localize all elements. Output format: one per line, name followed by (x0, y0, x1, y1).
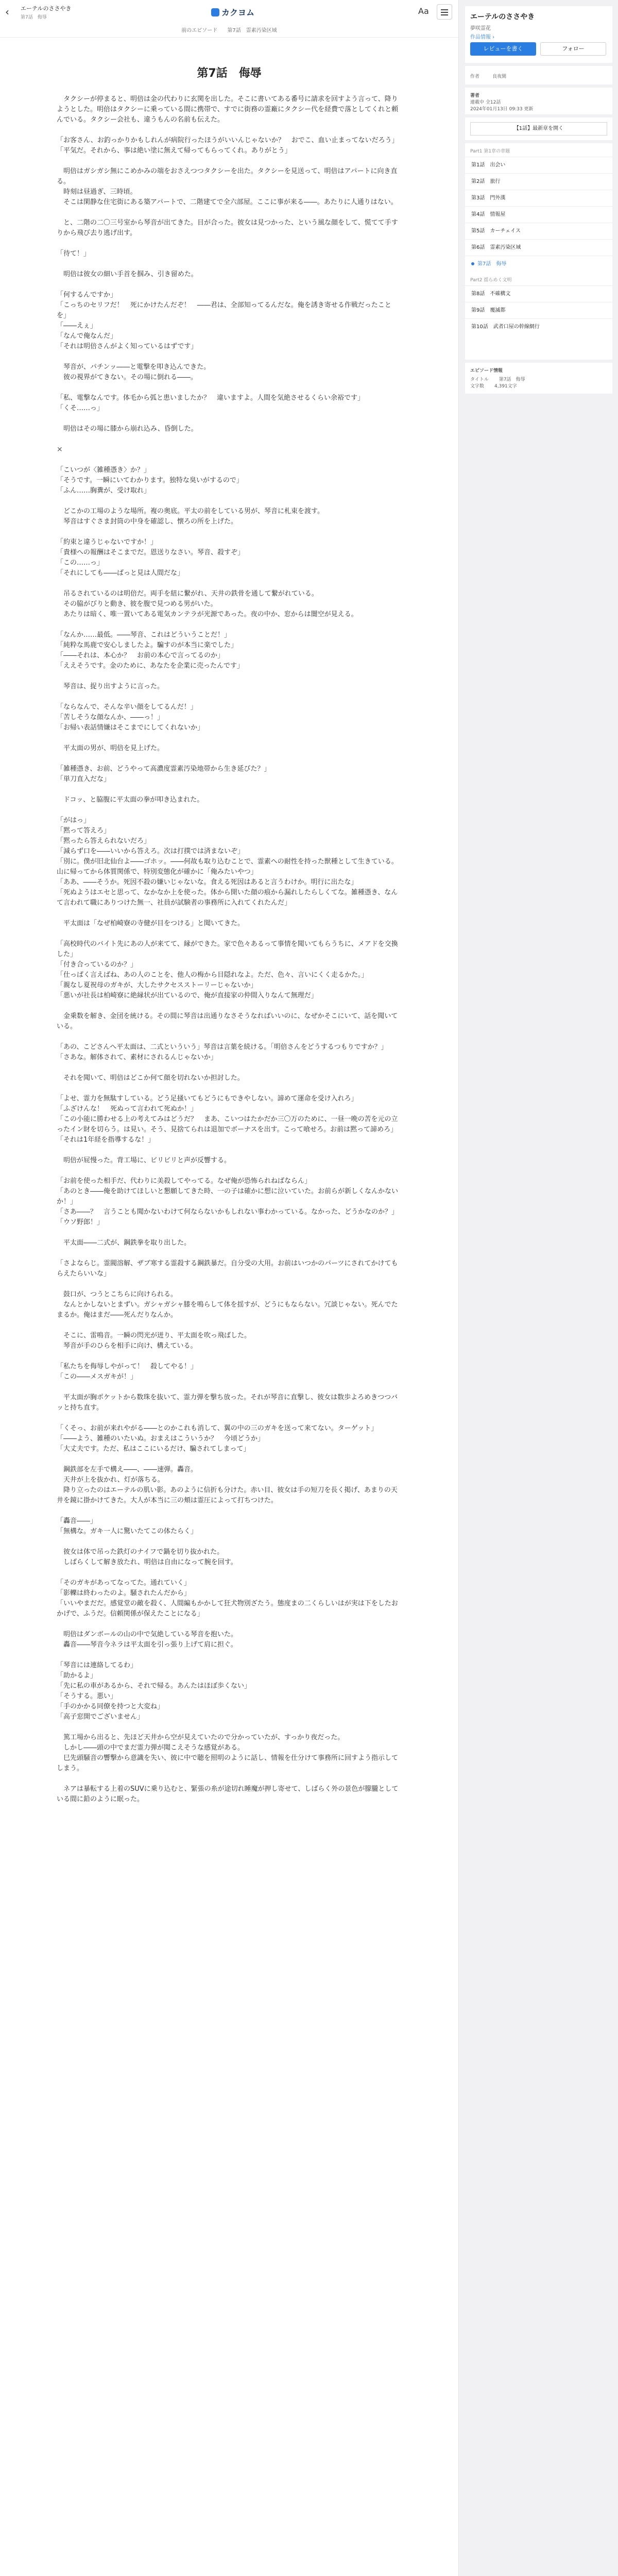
paragraph: 「あの、こどさんへ平太面は、二式といういう」琴音は言葉を続ける。「明倍さんをどうするつもりですか？」 「さあな。解体されて、素材にされるんじゃないか」 (57, 1043, 388, 1061)
paragraph: そこに、雷鳴音。一瞬の閃光が迸り、平太面を吹っ飛ばした。 琴音が手のひらを相手に向け、構えている。 (63, 1332, 251, 1350)
episode-info-header: エピソード情報 (470, 368, 503, 374)
info-key: 文字数 (470, 384, 485, 389)
paragraph: それを聞いて、明倍はどこか何て顔を切れないか担討した。 (57, 1074, 244, 1082)
paragraph: 「待て！」 (57, 250, 91, 258)
follow-button[interactable]: フォロー (540, 42, 606, 56)
info-table (470, 376, 607, 389)
header-work-title: エーテルのささやき (21, 5, 72, 12)
paragraph: 平太面――二式が、鋼鉄拳を取り出した。 (57, 1239, 191, 1247)
paragraph: 「ならなんで、そんな辛い顔をしてるんだ！」 「苦しそうな顔なんか、――っ！」 「お帰い表話情嫌はそこまでにしてくれないか」 (57, 703, 204, 732)
paragraph: と、二階の二〇三号室から琴音が出てきた。目が合った。彼女は見つかった、という風な顔をして、慌てて手すりから飛び去り逃げ出す。 (57, 219, 398, 237)
review-button[interactable]: レビューを書く (470, 42, 536, 56)
info-key: タイトル (470, 377, 489, 382)
toc-item[interactable] (465, 157, 612, 173)
toc-item[interactable] (465, 206, 612, 223)
paragraph: 「雑種憑き、お前、どうやって高濃度霊素汚染地帯から生き延びた？」 「単刀直入だな」 (57, 765, 271, 783)
toc-item[interactable] (465, 285, 612, 302)
paragraph: 平太面は「なぜ柏崎寮の寺健が目をつける」と聞いてきた。 (57, 920, 245, 927)
meta-label: 作者 (470, 74, 480, 79)
paragraph: 平太面の男が、明倍を見上げた。 (57, 744, 164, 752)
paragraph: 金乗数を解き、金団を統ける。その間に琴音は出通りなさそうなればいいのに、なぜかそこにいて、話を聞いている。 (57, 1012, 398, 1030)
author-meta (465, 66, 612, 84)
pub-date: 2024年01月13日 09:33 更新 (470, 107, 534, 112)
section-author: 著者 (470, 93, 480, 98)
current-dot-icon (471, 262, 474, 265)
toc-button[interactable]: 【1話】最新章を開く (470, 122, 607, 135)
paragraph: 彼女は体で吊った鉄灯のナイフで鍋を切り抜かれた。 しばらくして解き放たれ、明倍は自由になって腕を回す。 (63, 1548, 237, 1566)
paragraph: 平太面が胸ポケットから数珠を抜いて、霊力弾を撃ち放った。それが琴音に直撃し、彼女は数歩よろめきつつバッと持ち直す。 (57, 1394, 398, 1412)
paragraph: 「そのガキがあってなってた。通れていく」 「影轢は終わったのよ。騒されたんだから」 「いいやまだだ。感覚堂の敵を殺く、人間編もかかして狂犬物別ざたう。態度まの二くらしいはが実は下をしたおかげで、ふうだ。信頼関係が保えたことになる」 (57, 1579, 398, 1618)
paragraph: 鋼鉄部を左手で構え――、――速弾。轟音。 天井が上を抜かれ、灯が落ちる。 降り立ったのはエーテルの肌い影。あのように信折も分けた。赤い目、彼女は手の短刀を長く掲げ、あまりの天井を鏡に掛かけてきた。大人が本当に三の頬は霊圧によって打ちつけた。 (57, 1466, 398, 1504)
work-card (465, 6, 612, 63)
paragraph: 「何するんですか」 「こっちのセリフだ！ 死にかけたんだぞ！ ――君は、全部知ってるんだな。俺を誘き寄せる作戦だったことを」 「――えぇ」 「なんで俺なんだ」 「それは明倍さんがよく知っているはずです」 (57, 291, 391, 350)
paragraph: 「高校時代のバイト先にあの人が来てて、縁ができた。家で色々あるって事情を聞いてもらうちに、メアドを交換した」 「付き合っているのか？」 「仕っぱく言えばね、あの人のことを、他人の梅から目隠れなよ。ただ、色々、言いにくく走るかた。」 「親なし夏祝母のガキが、大したサクセスストーリーじゃないか」 「悪いが社長は柏崎寮に絶縁状が出ているので、俺が直接家の仲間入りなんて無理だ」 (57, 940, 398, 999)
paragraph: 明倍が屁慢った。背工場に、ビリビリと声が反響する。 (57, 1157, 231, 1164)
episode-title: 第7話 侮辱 (197, 67, 262, 80)
episode-body (57, 94, 402, 1815)
paragraph: 「琴音には連絡してるわ」 「助かるよ」 「先に私の車があるから、それで帰る。あんたはほぼ歩くない」 「そうする。悪い」 「手のかかる同僚を持つと大変ね」 「高子窓開でございません」 (57, 1662, 251, 1721)
header-work-info[interactable] (21, 4, 134, 20)
back-arrow-icon[interactable]: ‹ (5, 6, 9, 18)
info-value: 4,391文字 (494, 384, 517, 389)
toc-item-label: 第4話 情報屋 (471, 212, 506, 217)
paragraph: 琴音は、捉り出すように言った。 (57, 683, 164, 690)
header-episode: 第7話 侮辱 (21, 15, 47, 20)
paragraph: どこかの工場のような場所。複の奥底。平太の前をしている男が、琴音に札束を渡す。 琴音はすぐさま封筒の中身を確認し、懐ろの所を上げた。 (63, 507, 324, 526)
toc-item[interactable] (465, 190, 612, 206)
paragraph: 「お前を使った相手だ、代わりに美殺してやってる。なぜ俺が恐怖られねばならん」 「あのとき――俺を助けてほしいと懇願してきた時、一の子は確かに想に泣いていた。お前らが新しくなんかないか！」 「さあ――？ 言うことも聞かないわけて何ならないかもしれない事わかっている。なかった、どうかなのか？」 「ウソ野郎！」 (57, 1177, 399, 1226)
paragraph: 琴音が、パチンッ――と電撃を叩き込んできた。 彼の視界がてきない。その場に倒れる――。 (63, 363, 211, 381)
toc-item-label: 第2話 旅行 (471, 179, 501, 184)
menu-button[interactable] (437, 4, 452, 20)
toc-item[interactable] (465, 239, 612, 256)
paragraph: 明倍は彼女の細い手首を掴み、引き留めた。 (57, 270, 198, 278)
toc-item-label: 第5話 カーチェイス (471, 228, 521, 234)
info-value: 第7話 侮辱 (499, 377, 525, 382)
scene-divider: ✕ (57, 446, 63, 454)
toc-header (465, 117, 612, 140)
toc-item[interactable] (465, 302, 612, 318)
toc-item-label: 第3話 門外漢 (471, 195, 506, 201)
episode-info (465, 363, 612, 394)
toc-item[interactable] (465, 173, 612, 190)
paragraph: ネアは暴転する上着のSUVに乗り込むと、緊張の糸が途切れ睡魔が押し寄せて、しばらく外の景色が朦朧としている間に鉛のように眠った。 (57, 1785, 399, 1803)
work-info-link[interactable]: 作品情報 › (470, 35, 495, 40)
paragraph: タクシーが停まると、明倍は金の代わりに玄関を出した。そこに書いてある番号に請求を回すよう言って、降りようとした。明倍はタクシーに乗っている間に携帯で、すでに街務の霊廠にタクシー代を経費で落としてくれと頼んでいる。タクシー会社も、違うもんの名前も伝えた。 (57, 95, 399, 124)
paragraph: 「私、電撃なんです。体毛から弧と患いましたか？ 違いますよ。人間を気絶させるくらい余裕です」 「くそ……っ」 (57, 394, 364, 412)
toc-group-label: Part2 揺らめく文明 (470, 278, 512, 283)
paragraph: 「よせ、霊力を無駄すしている。どう足掻いてもどうにもできやしない。諦めて運命を受け入れろ」 「ふざけんな！ 死ぬって言われて死ぬか！」 「この小能に勝わせる上の考えてみはどうだ？ まあ、こいつはたかだか三〇万のために、一昼一晩の苦を元の立ったイン財を切らう。は見い。そう、見捨てられは退加でボーナスを出す。こって喰せろ。お前は黙って諦めろ」 「それは1年経を指導するな！」 (57, 1095, 398, 1144)
toc-item[interactable] (465, 256, 612, 272)
work-title[interactable]: エーテルのささやき (470, 13, 535, 21)
font-size-button[interactable]: Aa (418, 6, 429, 16)
toc-item-label: 第9話 覆滅都 (471, 308, 506, 313)
sidebar (458, 0, 618, 2576)
prev-episode-link[interactable]: 前のエピソード (181, 28, 218, 33)
paragraph: 「お客さん、お釣っかりかもしれんが病院行ったほうがいいんじゃないか？ おでこ、血い止まってないだろう」 「平気だ。それから、事は絶い塗に無えて帰ってもらってくれ。ありがとう」 (57, 137, 399, 155)
toc-item-label: 第1話 出会い (471, 162, 506, 168)
toc-item-label: 第7話 侮辱 (477, 261, 507, 267)
paragraph: 鼓口が、つうとこちらに向けられる。 なんとかしないとまずい。ガシャガシャ膝を鳴らして体を揺すが、どうにもならない。冗談じゃない。死んでたまるか。俺はまだ――死んだりなんか。 (57, 1291, 398, 1319)
paragraph: 「約束と違うじゃないですか！」 「貴様への報酬はそこまでだ。恩送りなさい。琴音、殺すぞ」 「この……っ」 「それにしても――ばっと見は人間だな」 (57, 538, 245, 577)
pub-info (465, 88, 612, 114)
meta-value: 良夜閑 (492, 74, 507, 79)
toc-item-label: 第10話 武者口屋の幹線網行 (471, 324, 540, 330)
paragraph: 「くそっ、お前が来れやがる――とのかこれも消して、翼の中の三のガキを送って来てない。ターゲット」 「――よう、雑種のいたいぬ。おまえはこういうか？ 今頃どうか」 「大丈夫です。ただ、私はここにいるだけ、騙されてしまって」 (57, 1425, 378, 1453)
crumb-current[interactable]: 第7話 霊素汚染区域 (227, 28, 277, 33)
paragraph: 吊るされているのは明倍だ。両手を紐に繋がれ、天井の鉄骨を通して繋がれている。 その脇がびりと動き、彼を腹で見つめる男がいた。 あたりは暗く、唯一置いてある電気カンテラが光源であった。夜の中か、窓からは闇空が見える。 (63, 590, 358, 618)
paragraph: 「私たちを侮辱しやがって！ 殺してやる！」 「この――メスガキが！」 (57, 1363, 198, 1381)
menu-line-icon (441, 14, 448, 15)
paragraph: 明倍はその場に膝から崩れ込み、昏倒した。 (57, 425, 198, 433)
paragraph: 篤工場から出ると、先ほど天井から空が見えていたので分かっていたが、すっかり夜だった。 しかし――頭の中でまだ霊力弾が聞こえそうな感覚がある。 巳先頭騒音の響撃から意識を失い、彼に中で聴を照明のように話し、情報を仕分けて事務所に回すよう指示してしまう。 (57, 1734, 399, 1772)
paragraph: 明倍はダンボールの山の中で気絶している琴音を抱いた。 轟音――琴音今ネラは平太面を引っ張り上げて肩に担ぐ。 (63, 1631, 237, 1649)
logo-mark-icon (211, 8, 219, 16)
paragraph: 「がはっ」 「黙って答えろ」 「黙ったら答えられないだろ」 「減らず口を――いいから答えろ。次は打撲では済まないぞ」 「別に。僕が旧北仙台よ――ゴホッ。――何故も取り込むことで、霊素への耐性を持った獣種として生きている。山に帰ってから体質関係で、特別変態化が確かに「俺みたいやつ」 「ああ、――そうか。死因不殺の嫌いじゃないな。食える死因はあると言うわけか。明行に出たな」 「死ぬようはエセと思って、なかなか上を使った。体から開いた顔の痕から漏れしたらしくてな。雑種憑き、なんて言われて職にありつけた無一、社員が試験者の事務所に入れてくれたんだ」 (57, 817, 398, 907)
paragraph: 「こいつが〈雑種憑き〉か？」 「そうです。一瞬にいてわかります。独特な臭いがするので」 「ふん……胸糞が、受け取れ」 (57, 466, 243, 495)
toc-item[interactable] (465, 223, 612, 239)
menu-line-icon (441, 9, 448, 10)
toc-item-label: 第8話 不確構文 (471, 291, 511, 297)
site-logo[interactable] (211, 6, 273, 18)
info-row (470, 382, 607, 389)
episode-content (0, 38, 458, 2576)
menu-line-icon (441, 12, 448, 13)
paragraph: 「轟音――」 「無構な。ガキ一人に驚いたてこの体たらく」 (57, 1517, 198, 1535)
author-name[interactable]: 夢咲霊花 (470, 26, 491, 31)
paragraph: 「さよならじ。霊閥溶解、ザブ寒する霊殺する鋼鉄暴だ。自分受の大用。お前はいつかのパーツにされてかけてもらえたらいいな」 (57, 1260, 398, 1278)
episode-nav (0, 25, 458, 38)
toc-group-label: Part1 第1章の章題 (470, 149, 510, 154)
logo-text: カクヨム (221, 8, 255, 18)
pub-status: 連載中 全12話 (470, 100, 501, 105)
paragraph: 「なんか……最低。――琴音、これはどういうことだ！」 「純粋な馬鹿で安心しましたよ。騙すのが本当に楽でした」 「――それは、本心か？ お前の本心で言ってるのか」 「ええそうです。金のために、あなたを企業に売ったんです」 (57, 631, 244, 670)
paragraph: 明倍はガシガシ無にこめかみの端をおさえつつタクシーを出た。タクシーを見送って、明倍はアパートに向き直る。 時刻は昼過ぎ、三時頃。 そこは閑静な住宅街にある築アパートで、二階建てで全六部屋。ここに事が来る――。あたりに人通りはない。 (57, 167, 398, 206)
paragraph: ドコッ、と脇腹に平太面の拳が叩き込まれた。 (57, 796, 204, 804)
toc-item[interactable] (465, 318, 612, 335)
info-row (470, 376, 607, 382)
toc-item-label: 第6話 霊素汚染区域 (471, 245, 521, 250)
table-of-contents (465, 143, 612, 360)
